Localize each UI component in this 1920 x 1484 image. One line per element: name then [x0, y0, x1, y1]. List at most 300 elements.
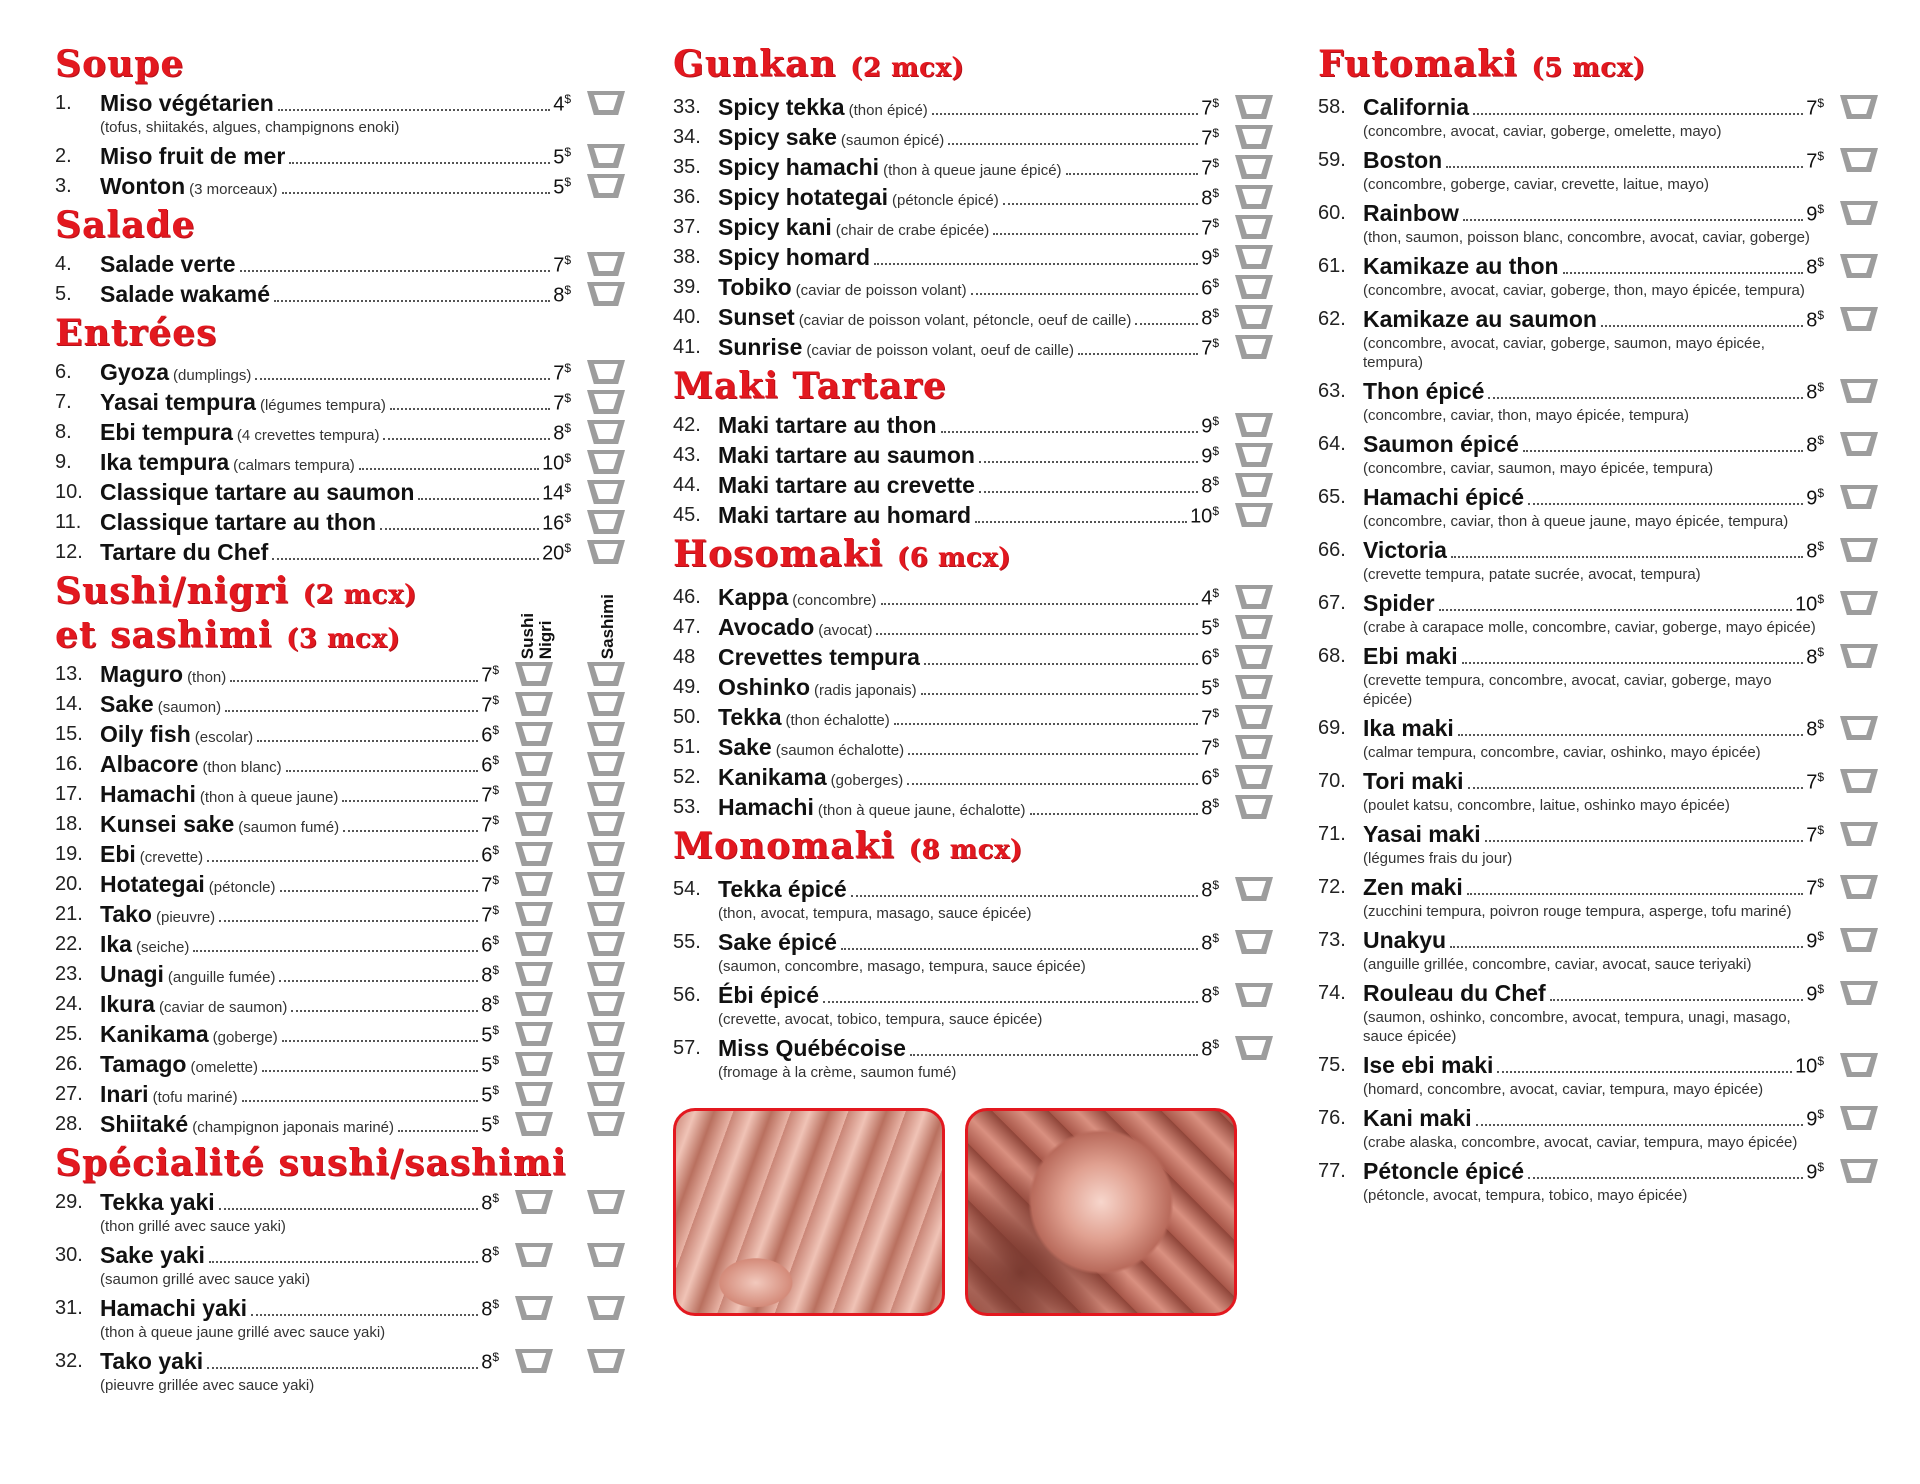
item-number: 3.	[55, 175, 72, 197]
price-value: 5	[481, 1025, 493, 1047]
item-name: Ika tempura	[100, 449, 230, 475]
sashimi-checkbox[interactable]	[587, 1243, 625, 1267]
order-checkbox[interactable]	[1235, 473, 1273, 497]
sushi-nigri-checkbox[interactable]	[515, 1296, 553, 1320]
price-value: 9	[1806, 984, 1818, 1006]
dot-leader	[908, 753, 1198, 755]
item-number: 69.	[1318, 717, 1346, 739]
item-body	[100, 447, 571, 477]
order-checkbox[interactable]	[1235, 983, 1273, 1007]
sushi-nigri-checkbox[interactable]	[515, 812, 553, 836]
order-checkbox[interactable]	[587, 91, 625, 115]
order-checkbox[interactable]	[1840, 769, 1878, 793]
item-line	[100, 477, 571, 507]
item-line	[1363, 925, 1824, 955]
item-number: 4.	[55, 253, 72, 275]
item-number: 16.	[55, 753, 83, 775]
item-description: (crevette tempura, patate sucrée, avocat, tempura)	[1363, 566, 1701, 583]
order-checkbox[interactable]	[1235, 503, 1273, 527]
currency-symbol: $	[492, 993, 499, 1008]
item-number: 77.	[1318, 1160, 1346, 1182]
dot-leader	[1066, 173, 1199, 175]
item-line	[100, 989, 499, 1019]
currency-symbol: $	[564, 421, 571, 436]
order-checkbox[interactable]	[1840, 716, 1878, 740]
item-name: Tori maki	[1363, 768, 1464, 794]
sashimi-checkbox[interactable]	[587, 992, 625, 1016]
item-number: 42.	[673, 414, 701, 436]
dot-leader	[1528, 1177, 1803, 1179]
item-number: 37.	[673, 216, 701, 238]
order-checkbox[interactable]	[1235, 413, 1273, 437]
price-value: 7	[553, 393, 565, 415]
item-price	[1806, 1107, 1824, 1132]
item-name: Sake épicé	[718, 929, 837, 955]
order-checkbox[interactable]	[1840, 254, 1878, 278]
price-value: 7	[481, 695, 493, 717]
item-name: Kamikaze au thon	[1363, 253, 1559, 279]
price-value: 7	[1201, 338, 1213, 360]
sashimi-checkbox[interactable]	[587, 722, 625, 746]
item-price	[481, 873, 499, 898]
item-price	[1806, 149, 1824, 174]
currency-symbol: $	[1212, 1037, 1219, 1052]
dot-leader	[1528, 503, 1803, 505]
item-price	[553, 92, 571, 117]
item-name: Miso fruit de mer	[100, 143, 286, 169]
order-checkbox[interactable]	[587, 252, 625, 276]
price-value: 8	[1201, 933, 1213, 955]
price-value: 7	[1201, 708, 1213, 730]
item-price	[1201, 306, 1219, 331]
menu-item	[55, 141, 625, 171]
item-description: (thon à queue jaune grillé avec sauce yaki)	[100, 1324, 386, 1341]
item-price	[1201, 706, 1219, 731]
order-checkboxes	[499, 749, 625, 776]
item-name: Sake yaki	[100, 1242, 205, 1268]
price-value: 4	[1201, 588, 1213, 610]
order-checkbox[interactable]	[1840, 981, 1878, 1005]
menu-item	[1318, 251, 1878, 304]
order-checkbox[interactable]	[1840, 644, 1878, 668]
order-checkbox[interactable]	[1235, 95, 1273, 119]
sushi-nigri-checkbox[interactable]	[515, 1082, 553, 1106]
order-checkbox[interactable]	[587, 390, 625, 414]
order-checkboxes	[499, 1346, 625, 1373]
item-price	[1201, 878, 1219, 903]
item-inline-description: (anguille fumée)	[167, 969, 276, 986]
section-salade	[55, 249, 625, 309]
item-price	[1201, 646, 1219, 671]
item-price	[481, 843, 499, 868]
item-price	[553, 175, 571, 200]
item-price	[1806, 876, 1824, 901]
order-checkbox[interactable]	[1235, 645, 1273, 669]
order-checkboxes	[499, 899, 625, 926]
sushi-nigri-checkbox[interactable]	[515, 662, 553, 686]
item-body	[100, 1240, 499, 1293]
dot-leader	[274, 300, 550, 302]
item-line	[718, 272, 1219, 302]
price-value: 5	[553, 177, 565, 199]
item-description: (concombre, goberge, caviar, crevette, laitue, mayo)	[1363, 176, 1709, 193]
order-checkbox[interactable]	[587, 282, 625, 306]
currency-symbol: $	[492, 1350, 499, 1365]
menu-item	[55, 689, 625, 719]
item-body	[1363, 92, 1824, 145]
item-body	[1363, 376, 1824, 429]
menu-item	[55, 1109, 625, 1139]
menu-item	[55, 1049, 625, 1079]
sushi-nigri-checkbox[interactable]	[515, 692, 553, 716]
item-inline-description: (goberges)	[830, 772, 904, 789]
price-value: 10	[1795, 594, 1818, 616]
item-name: Wonton	[100, 173, 186, 199]
sushi-nigri-checkbox[interactable]	[515, 1052, 553, 1076]
item-body	[718, 582, 1219, 612]
item-line	[1363, 872, 1824, 902]
order-checkboxes	[499, 1240, 625, 1267]
item-number: 73.	[1318, 929, 1346, 951]
item-body	[1363, 819, 1824, 872]
dot-leader	[1467, 893, 1803, 895]
item-number: 28.	[55, 1113, 83, 1135]
order-checkbox[interactable]	[1235, 675, 1273, 699]
item-number: 7.	[55, 391, 72, 413]
item-number: 32.	[55, 1350, 83, 1372]
dot-leader	[1030, 813, 1199, 815]
order-checkbox[interactable]	[1235, 443, 1273, 467]
order-checkbox[interactable]	[1840, 822, 1878, 846]
item-price	[1806, 1160, 1824, 1185]
order-checkbox[interactable]	[1840, 591, 1878, 615]
item-body	[1363, 198, 1824, 251]
item-inline-description: (thon)	[187, 669, 227, 686]
sashimi-checkbox[interactable]	[587, 1022, 625, 1046]
menu-item	[1318, 978, 1878, 1050]
sushi-nigri-checkbox[interactable]	[515, 872, 553, 896]
order-checkbox[interactable]	[1235, 795, 1273, 819]
item-name: Ikura	[100, 991, 155, 1017]
order-checkbox[interactable]	[1840, 95, 1878, 119]
menu-item	[55, 959, 625, 989]
sushi-heading-line2-count: (3 mcx)	[286, 624, 401, 654]
dot-leader	[225, 710, 478, 712]
sushi-nigri-checkbox[interactable]	[515, 1349, 553, 1373]
price-value: 7	[481, 905, 493, 927]
sashimi-checkbox[interactable]	[587, 1052, 625, 1076]
item-name: Maki tartare au crevette	[718, 472, 975, 498]
item-inline-description: (caviar de poisson volant, pétoncle, oeuf de caille)	[798, 312, 1132, 329]
item-number: 30.	[55, 1244, 83, 1266]
order-checkbox[interactable]	[1235, 735, 1273, 759]
price-value: 5	[553, 147, 565, 169]
item-body	[1363, 482, 1824, 535]
item-line	[718, 212, 1219, 242]
sushi-nigri-checkbox[interactable]	[515, 842, 553, 866]
section-futomaki	[1318, 92, 1878, 1209]
section-heading-gunkan	[673, 44, 1273, 88]
order-checkbox[interactable]	[1840, 1053, 1878, 1077]
sashimi-checkbox[interactable]	[587, 1296, 625, 1320]
currency-symbol: $	[1212, 306, 1219, 321]
currency-symbol: $	[564, 175, 571, 190]
order-checkbox[interactable]	[1235, 705, 1273, 729]
sushi-nigri-checkbox[interactable]	[515, 1190, 553, 1214]
item-name: Maki tartare au thon	[718, 412, 937, 438]
item-number: 49.	[673, 676, 701, 698]
currency-symbol: $	[492, 1083, 499, 1098]
menu-item	[1318, 872, 1878, 925]
item-name: Shiitaké	[100, 1111, 189, 1137]
sushi-nigri-checkbox[interactable]	[515, 722, 553, 746]
sashimi-checkbox[interactable]	[587, 752, 625, 776]
sashimi-checkbox[interactable]	[587, 872, 625, 896]
sashimi-checkbox[interactable]	[587, 662, 625, 686]
item-body	[100, 749, 499, 779]
item-price	[481, 993, 499, 1018]
order-checkbox[interactable]	[1235, 930, 1273, 954]
order-checkbox[interactable]	[1235, 305, 1273, 329]
order-checkboxes	[1824, 429, 1878, 456]
item-price	[1806, 539, 1824, 564]
order-checkbox[interactable]	[587, 510, 625, 534]
order-checkbox[interactable]	[1840, 485, 1878, 509]
order-checkbox[interactable]	[1235, 275, 1273, 299]
item-price	[1795, 1054, 1824, 1079]
order-checkboxes	[499, 779, 625, 806]
item-price	[1806, 645, 1824, 670]
currency-symbol: $	[1817, 770, 1824, 785]
order-checkbox[interactable]	[1235, 1036, 1273, 1060]
order-checkbox[interactable]	[1840, 432, 1878, 456]
item-name: Spicy homard	[718, 244, 871, 270]
sushi-nigri-checkbox[interactable]	[515, 1243, 553, 1267]
menu-item	[55, 279, 625, 309]
order-checkbox[interactable]	[1235, 125, 1273, 149]
order-checkbox[interactable]	[1840, 1106, 1878, 1130]
sashimi-checkbox[interactable]	[587, 782, 625, 806]
price-value: 8	[481, 995, 493, 1017]
price-value: 8	[1806, 310, 1818, 332]
order-checkbox[interactable]	[1235, 245, 1273, 269]
order-checkbox[interactable]	[587, 174, 625, 198]
dot-leader	[1078, 353, 1198, 355]
item-line	[1363, 1156, 1824, 1186]
order-checkboxes	[1219, 272, 1273, 299]
item-name: Boston	[1363, 147, 1443, 173]
order-checkboxes	[499, 1293, 625, 1320]
item-body	[1363, 641, 1824, 713]
sashimi-checkbox[interactable]	[587, 1190, 625, 1214]
sashimi-checkbox[interactable]	[587, 1349, 625, 1373]
item-name: Ebi maki	[1363, 643, 1458, 669]
item-number: 44.	[673, 474, 701, 496]
item-inline-description: (radis japonais)	[814, 682, 917, 699]
dot-leader	[291, 1010, 478, 1012]
menu-item	[673, 732, 1273, 762]
item-name: Oshinko	[718, 674, 811, 700]
dot-leader	[1439, 609, 1792, 611]
order-checkbox[interactable]	[587, 360, 625, 384]
item-inline-description: (omelette)	[190, 1059, 259, 1076]
item-number: 43.	[673, 444, 701, 466]
sushi-heading-line1-count: (2 mcx)	[302, 580, 417, 610]
dot-leader	[207, 860, 478, 862]
sashimi-checkbox[interactable]	[587, 842, 625, 866]
item-number: 11.	[55, 511, 82, 533]
item-body	[1363, 1050, 1824, 1103]
currency-symbol: $	[1817, 982, 1824, 997]
currency-symbol: $	[492, 1023, 499, 1038]
sushi-nigri-checkbox[interactable]	[515, 752, 553, 776]
order-checkboxes	[1219, 440, 1273, 467]
price-value: 6	[481, 845, 493, 867]
currency-symbol: $	[492, 753, 499, 768]
order-checkbox[interactable]	[1840, 379, 1878, 403]
sashimi-checkbox[interactable]	[587, 932, 625, 956]
order-checkbox[interactable]	[1840, 148, 1878, 172]
menu-item	[1318, 304, 1878, 376]
item-body	[718, 980, 1219, 1033]
sushi-nigri-checkbox[interactable]	[515, 782, 553, 806]
menu-item	[1318, 1103, 1878, 1156]
menu-item	[55, 869, 625, 899]
sashimi-checkbox[interactable]	[587, 1082, 625, 1106]
order-checkbox[interactable]	[587, 540, 625, 564]
section-heading-entrees: Entrées	[55, 312, 218, 354]
item-number: 74.	[1318, 982, 1346, 1004]
order-checkboxes	[499, 1187, 625, 1214]
menu-item	[673, 642, 1273, 672]
item-description: (saumon grillé avec sauce yaki)	[100, 1271, 311, 1288]
order-checkboxes	[1219, 582, 1273, 609]
item-body	[718, 212, 1219, 242]
currency-symbol: $	[1212, 646, 1219, 661]
item-body	[100, 1079, 499, 1109]
price-value: 7	[1201, 218, 1213, 240]
order-checkboxes	[499, 809, 625, 836]
item-line	[718, 410, 1219, 440]
order-checkbox[interactable]	[1840, 1159, 1878, 1183]
hosomaki-title: Hosomaki	[673, 533, 884, 575]
item-description: (concombre, avocat, caviar, goberge, thon, mayo épicée, tempura)	[1363, 282, 1805, 299]
sushi-nigri-checkbox[interactable]	[515, 902, 553, 926]
currency-symbol: $	[492, 1297, 499, 1312]
menu-item	[1318, 429, 1878, 482]
order-checkbox[interactable]	[1840, 201, 1878, 225]
order-checkbox[interactable]	[1235, 585, 1273, 609]
label-sushi: Sushi	[518, 612, 537, 659]
menu-item	[673, 440, 1273, 470]
order-checkbox[interactable]	[1235, 215, 1273, 239]
order-checkboxes	[1219, 242, 1273, 269]
item-body	[718, 792, 1219, 822]
sashimi-checkbox[interactable]	[587, 902, 625, 926]
item-price	[1201, 186, 1219, 211]
dot-leader	[1601, 325, 1803, 327]
sushi-nigri-checkbox[interactable]	[515, 992, 553, 1016]
item-number: 1.	[55, 92, 72, 114]
item-body	[718, 732, 1219, 762]
item-line	[718, 1033, 1219, 1063]
item-number: 47.	[673, 616, 701, 638]
item-inline-description: (avocat)	[818, 622, 873, 639]
price-value: 7	[1201, 738, 1213, 760]
order-checkbox[interactable]	[587, 144, 625, 168]
order-checkbox[interactable]	[1235, 155, 1273, 179]
order-checkbox[interactable]	[1235, 185, 1273, 209]
item-price	[1201, 216, 1219, 241]
sushi-nigri-checkbox[interactable]	[515, 962, 553, 986]
item-number: 40.	[673, 306, 701, 328]
sashimi-checkbox[interactable]	[587, 692, 625, 716]
item-name: Ika	[100, 931, 132, 957]
item-price	[1201, 96, 1219, 121]
currency-symbol: $	[1212, 796, 1219, 811]
sashimi-checkbox[interactable]	[587, 1112, 625, 1136]
order-checkbox[interactable]	[1235, 335, 1273, 359]
price-value: 6	[481, 755, 493, 777]
sushi-nigri-checkbox[interactable]	[515, 1022, 553, 1046]
item-number: 55.	[673, 931, 701, 953]
item-number: 6.	[55, 361, 72, 383]
item-number: 60.	[1318, 202, 1346, 224]
item-description: (concombre, caviar, thon à queue jaune, mayo épicée, tempura)	[1363, 513, 1789, 530]
order-checkboxes	[499, 929, 625, 956]
sashimi-checkbox[interactable]	[587, 812, 625, 836]
order-checkboxes	[1219, 762, 1273, 789]
order-checkbox[interactable]	[1235, 615, 1273, 639]
currency-symbol: $	[492, 813, 499, 828]
item-body	[100, 1019, 499, 1049]
order-checkbox[interactable]	[1840, 538, 1878, 562]
order-checkboxes	[1824, 1050, 1878, 1077]
order-checkbox[interactable]	[587, 480, 625, 504]
sashimi-checkbox[interactable]	[587, 962, 625, 986]
sushi-nigri-checkbox[interactable]	[515, 1112, 553, 1136]
item-description: (anguille grillée, concombre, caviar, avocat, sauce teriyaki)	[1363, 956, 1752, 973]
order-checkbox[interactable]	[1840, 875, 1878, 899]
item-inline-description: (calmars tempura)	[233, 457, 355, 474]
item-price	[1806, 717, 1824, 742]
dot-leader	[1473, 113, 1803, 115]
item-name: Kanikama	[100, 1021, 209, 1047]
order-checkbox[interactable]	[1235, 765, 1273, 789]
order-checkbox[interactable]	[1840, 307, 1878, 331]
item-name: Hotategai	[100, 871, 205, 897]
item-name: Hamachi	[100, 781, 196, 807]
sushi-nigri-checkbox[interactable]	[515, 932, 553, 956]
order-checkboxes	[1219, 410, 1273, 437]
order-checkbox[interactable]	[587, 450, 625, 474]
order-checkbox[interactable]	[1235, 877, 1273, 901]
item-description: (tofus, shiitakés, algues, champignons enoki)	[100, 119, 400, 136]
item-line	[100, 447, 571, 477]
sushi-heading-line1: Sushi/nigri	[55, 570, 290, 612]
order-checkbox[interactable]	[587, 420, 625, 444]
item-inline-description: (concombre)	[792, 592, 877, 609]
currency-symbol: $	[1212, 96, 1219, 111]
order-checkboxes	[1219, 152, 1273, 179]
order-checkbox[interactable]	[1840, 928, 1878, 952]
currency-symbol: $	[1212, 931, 1219, 946]
price-value: 9	[1806, 931, 1818, 953]
item-number: 31.	[55, 1297, 83, 1319]
menu-item	[673, 302, 1273, 332]
item-price	[481, 1244, 499, 1269]
item-name: Ise ebi maki	[1363, 1052, 1494, 1078]
